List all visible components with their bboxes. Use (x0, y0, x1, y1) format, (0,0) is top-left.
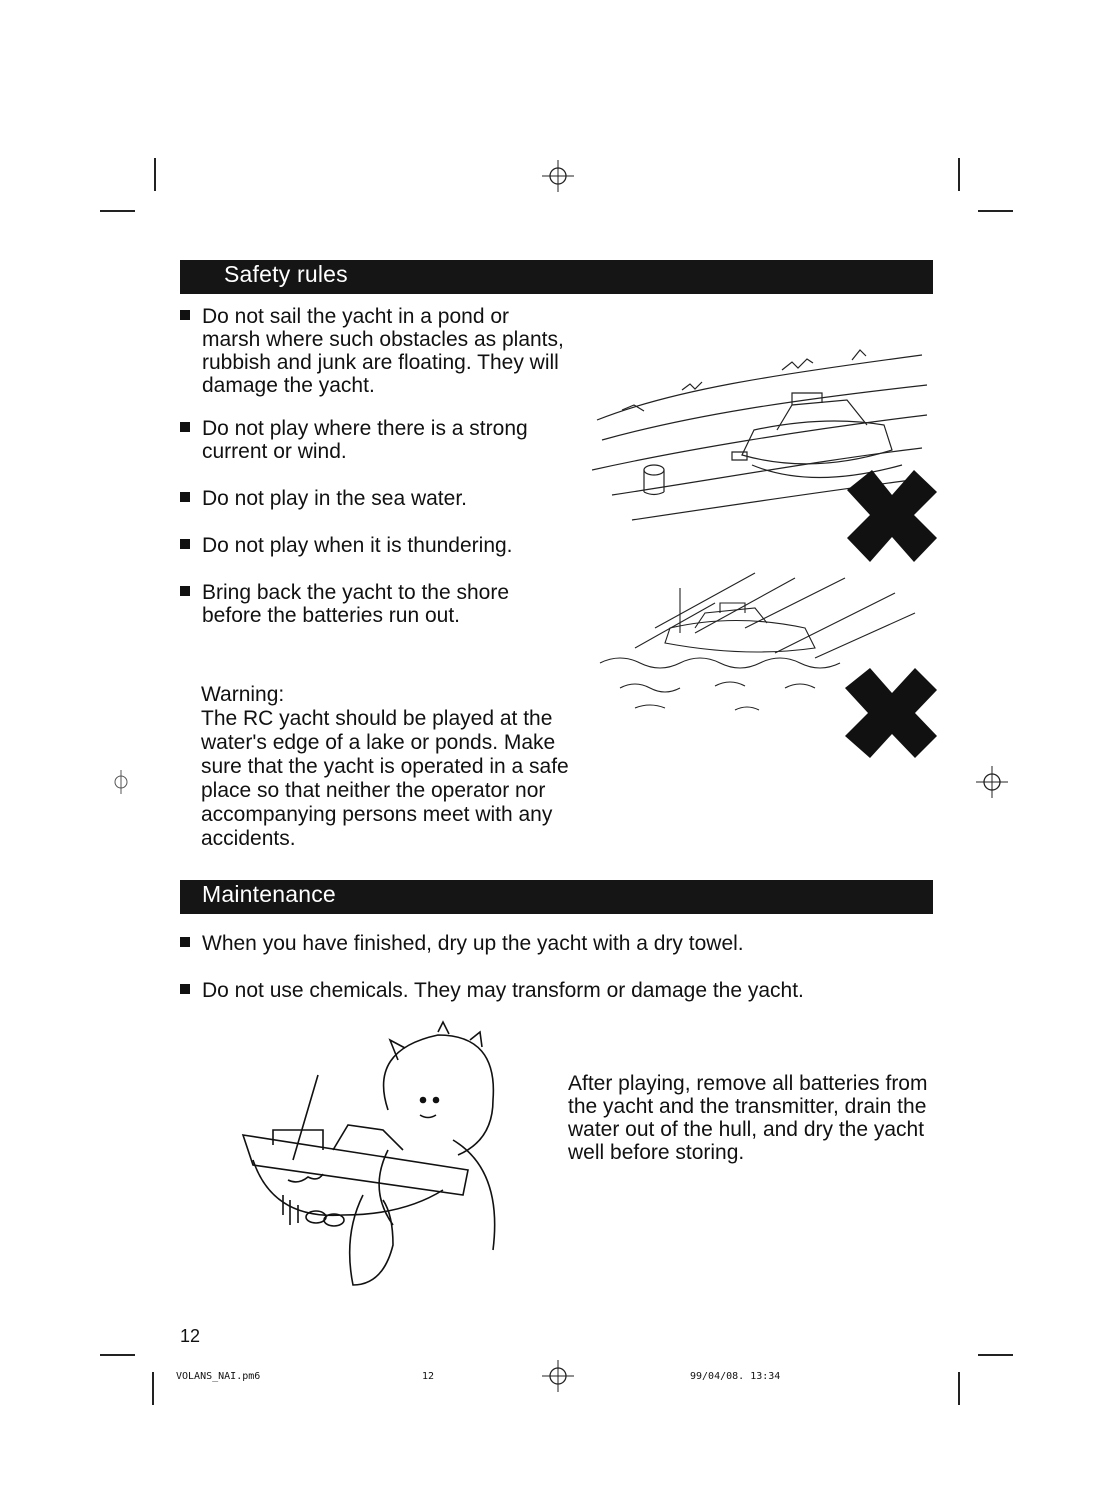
bullet-square-icon (180, 937, 190, 947)
warning-block (201, 683, 591, 851)
registration-mark-icon (103, 764, 139, 800)
list-item-text: Do not play where there is a strong current or wind. (202, 417, 528, 463)
list-item (180, 979, 940, 1002)
bullet-square-icon (180, 539, 190, 549)
bullet-square-icon (180, 984, 190, 994)
footer-page: 12 (422, 1371, 435, 1382)
crop-mark (154, 158, 156, 191)
crop-mark (958, 158, 960, 191)
section-title: Maintenance (202, 881, 336, 907)
list-item-text: Bring back the yacht to the shore before the batteries run out. (202, 581, 510, 627)
bullet-square-icon (180, 422, 190, 432)
crop-mark (100, 210, 135, 212)
yacht-storm-illustration (595, 568, 937, 763)
crop-mark (152, 1372, 154, 1405)
maintenance-list (180, 932, 940, 1002)
after-playing-text: After playing, remove all batteries from the yacht and the transmitter, drain the water out of the hull, and dry the yacht well before storing. (568, 1072, 928, 1164)
list-item (180, 305, 565, 397)
list-item (180, 417, 565, 463)
list-item (180, 932, 940, 955)
bullet-square-icon (180, 586, 190, 596)
list-item-text: Do not sail the yacht in a pond or marsh where such obstacles as plants, rubbish and junk are floating. They will damage the yacht. (202, 305, 564, 397)
yacht-debris-illustration (592, 330, 937, 565)
registration-mark-icon (540, 158, 576, 194)
maintenance-header (180, 880, 933, 914)
section-title: Safety rules (224, 261, 348, 287)
warning-title: Warning: (201, 683, 285, 706)
bullet-square-icon (180, 492, 190, 502)
bullet-square-icon (180, 310, 190, 320)
crop-mark (958, 1372, 960, 1405)
list-item-text: Do not use chemicals. They may transform or damage the yacht. (202, 979, 804, 1002)
list-item-text: Do not play when it is thundering. (202, 534, 513, 557)
list-item-text: When you have finished, dry up the yacht with a dry towel. (202, 932, 744, 955)
child-drying-yacht-illustration (238, 1020, 508, 1290)
safety-rules-list (180, 305, 565, 627)
footer-timestamp: 99/04/08. 13:34 (690, 1371, 781, 1382)
list-item (180, 487, 565, 510)
prohibited-x-icon (847, 470, 937, 562)
list-item-text: Do not play in the sea water. (202, 487, 467, 510)
registration-mark-icon (540, 1358, 576, 1394)
safety-rules-header (180, 260, 933, 294)
crop-mark (978, 210, 1013, 212)
crop-mark (100, 1354, 135, 1356)
registration-mark-icon (974, 764, 1010, 800)
prohibited-x-icon (845, 668, 937, 758)
list-item (180, 581, 565, 627)
list-item (180, 534, 565, 557)
crop-mark (978, 1354, 1013, 1356)
warning-text: The RC yacht should be played at the water's edge of a lake or ponds. Make sure that the yacht is operated in a safe place so that neither the operator nor accompanying persons meet with any accidents. (201, 707, 569, 850)
page-number: 12 (180, 1326, 201, 1346)
footer-file: VOLANS_NAI.pm6 (176, 1371, 261, 1382)
